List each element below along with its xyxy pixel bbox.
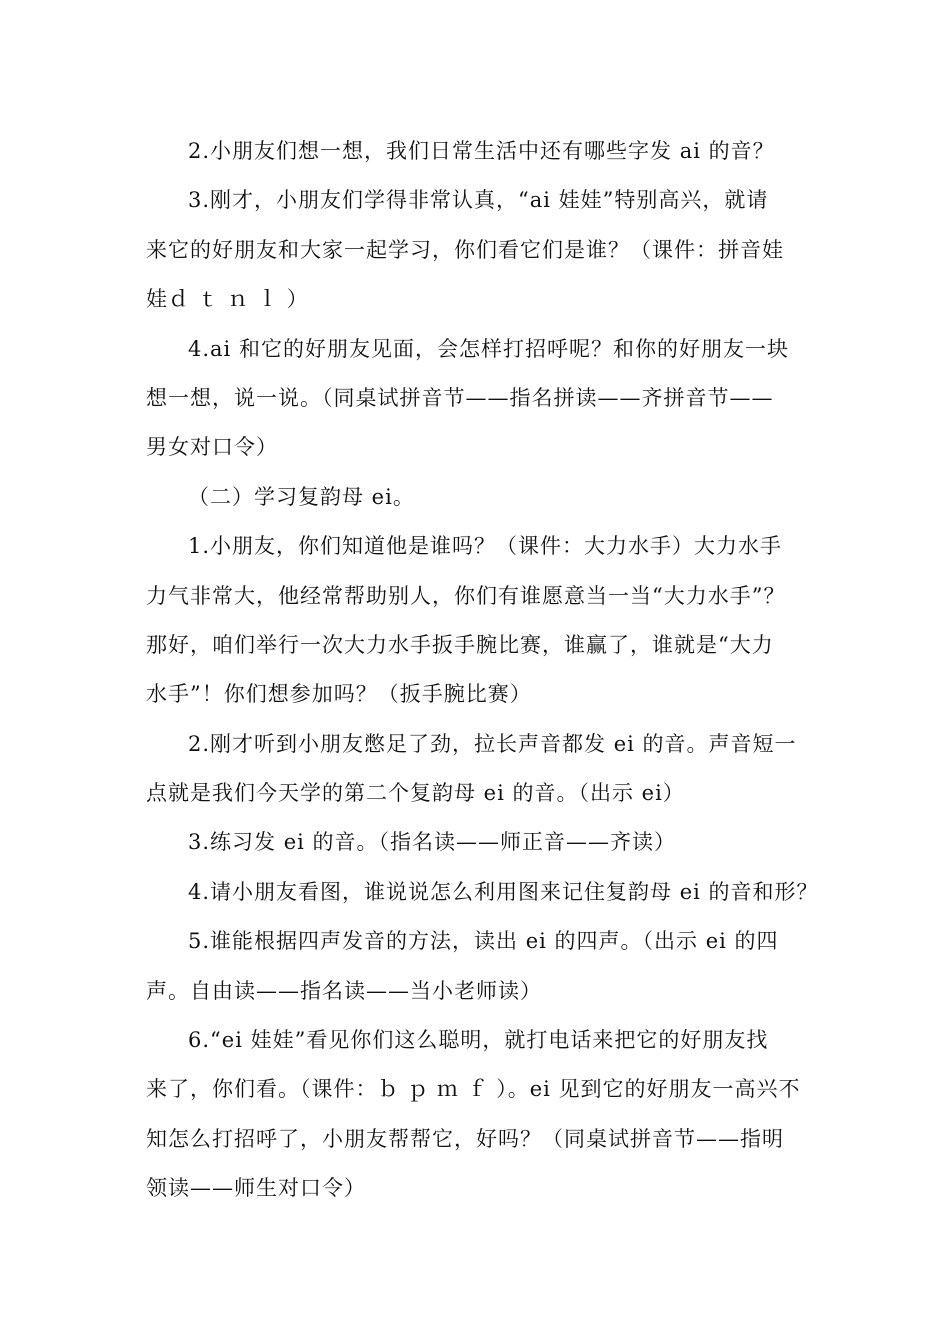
paragraph-2-line-1: 2.小朋友们想一想，我们日常生活中还有哪些字发 ai 的音？ [188,139,775,163]
ei-paragraph-1-line-4: 水手”！你们想参加吗？（扳手腕比赛） [146,682,532,707]
ei-paragraph-6-line-4: 领读——师生对口令） [146,1176,366,1201]
ei-paragraph-1-line-2: 力气非常大，他经常帮助别人，你们有谁愿意当一当“大力水手”？ [146,583,786,608]
ei-paragraph-1-line-1: 1.小朋友，你们知道他是谁吗？（课件：大力水手）大力水手 [188,534,783,559]
ei-paragraph-1-line-3: 那好，咱们举行一次大力水手扳手腕比赛，谁赢了，谁就是“大力 [146,632,774,657]
paragraph-4-line-3: 男女对口令） [146,435,278,460]
paragraph-4-line-1: 4.ai 和它的好朋友见面，会怎样打招呼呢？和你的好朋友一块 [188,336,789,361]
ei-paragraph-6-line-2: 来了，你们看。（课件：ｂ ｐ ｍ ｆ ）。ei 见到它的好朋友一高兴不 [146,1077,801,1102]
ei-paragraph-6-line-3: 知怎么打招呼了，小朋友帮帮它，好吗？（同桌试拼音节——指明 [146,1126,784,1151]
document-body [146,127,819,1214]
paragraph-4-line-2: 想一想，说一说。（同桌试拼音节——指名拼读——齐拼音节—— [146,385,774,410]
ei-paragraph-5-line-1: 5.谁能根据四声发音的方法，读出 ei 的四声。（出示 ei 的四 [188,929,779,954]
ei-paragraph-2-line-2: 点就是我们今天学的第二个复韵母 ei 的音。（出示 ei） [146,781,685,806]
paragraph-3-line-1: 3.刚才，小朋友们学得非常认真，“ai 娃娃”特别高兴，就请 [188,188,769,213]
paragraph-3-line-3: 娃ｄ ｔ ｎ ｌ ） [146,287,309,312]
ei-paragraph-2-line-1: 2.刚才听到小朋友憋足了劲，拉长声音都发 ei 的音。声音短一 [188,731,797,756]
ei-paragraph-3-line-1: 3.练习发 ei 的音。（指名读——师正音——齐读） [188,830,677,855]
ei-paragraph-6-line-1: 6.“ei 娃娃”看见你们这么聪明，就打电话来把它的好朋友找 [188,1028,769,1053]
ei-paragraph-5-line-2: 声。自由读——指名读——当小老师读） [146,978,542,1003]
paragraph-3-line-2: 来它的好朋友和大家一起学习，你们看它们是谁？（课件：拼音娃 [146,237,784,262]
ei-paragraph-4-line-1: 4.请小朋友看图，谁说说怎么利用图来记住复韵母 ei 的音和形？ [188,879,819,904]
section-heading: （二）学习复韵母 ei。 [188,484,415,509]
